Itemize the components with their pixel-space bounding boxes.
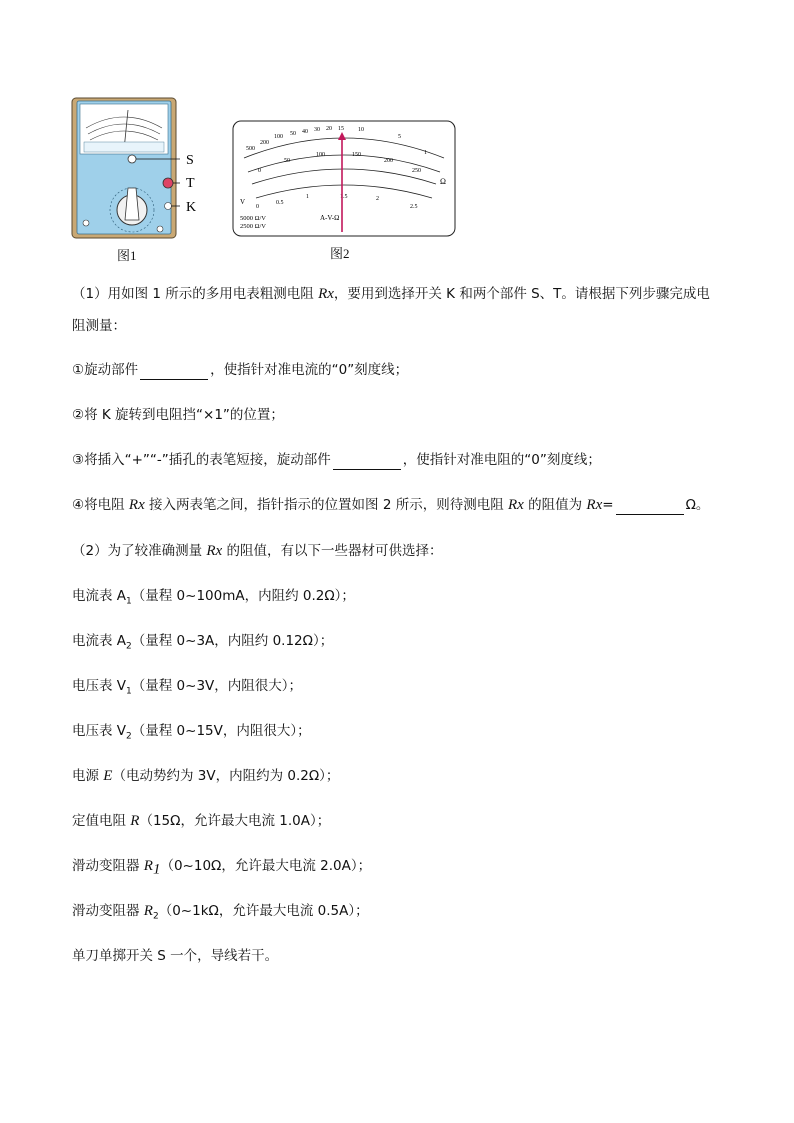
scale-15: 15 bbox=[338, 126, 344, 132]
inner-50: 50 bbox=[284, 158, 290, 164]
spec-5000: 5000 Ω/V bbox=[240, 215, 266, 222]
scale-500: 500 bbox=[246, 146, 255, 152]
q2-item-source: 电源 E（电动势约为 3V，内阻约为 0.2Ω）； bbox=[72, 768, 340, 784]
q2-item-a1: 电流表 $A_1$（量程 0~100mA，内阻约 0.2Ω）； bbox=[72, 588, 355, 607]
scale-10: 10 bbox=[358, 127, 364, 133]
q1-step4: ④将电阻 Rx 接入两表笔之间，指针指示的位置如图 2 所示，则待测电阻 Rx 的阻值为 Rx= Ω。 bbox=[72, 497, 710, 513]
scale-1: 1 bbox=[424, 150, 427, 156]
q2-item-switch: 单刀单掷开关 S 一个，导线若干。 bbox=[72, 948, 279, 964]
scale-20: 20 bbox=[326, 126, 332, 132]
scale-30: 30 bbox=[314, 127, 320, 133]
label-k: K bbox=[186, 200, 197, 215]
q2-item-v2: 电压表 $V_2$（量程 0~15V，内阻很大）； bbox=[72, 723, 311, 742]
omega-label: Ω bbox=[440, 177, 446, 186]
q2-item-v1: 电压表 $V_1$（量程 0~3V，内阻很大）； bbox=[72, 678, 303, 697]
label-s: S bbox=[186, 153, 194, 168]
inner-250: 250 bbox=[412, 168, 421, 174]
q1-step3: ③将插入“+”“-”插孔的表笔短接，旋动部件 ，使指针对准电阻的“0”刻度线； bbox=[72, 452, 601, 468]
q1-step2: ②将 K 旋转到电阻挡“×1”的位置； bbox=[72, 407, 284, 423]
figure-2-caption: 图2 bbox=[330, 246, 350, 261]
scale-200: 200 bbox=[260, 140, 269, 146]
t-knob bbox=[163, 178, 173, 188]
figure-1-multimeter bbox=[70, 96, 210, 242]
s-knob bbox=[128, 155, 136, 163]
q2-intro: （2）为了较准确测量 Rx 的阻值，有以下一些器材可供选择： bbox=[72, 543, 443, 559]
answer-blank-1[interactable] bbox=[140, 364, 208, 380]
spec-2500: 2500 Ω/V bbox=[240, 223, 266, 230]
low-05: 0.5 bbox=[276, 200, 284, 206]
figure-2-meter-scale bbox=[232, 120, 456, 238]
low-25: 2.5 bbox=[410, 204, 418, 210]
q1-intro-line1: （1）用如图 1 所示的多用电表粗测电阻 Rx，要用到选择开关 K 和两个部件 S、T。请根据下列步骤完成电 bbox=[72, 286, 710, 302]
low-2: 2 bbox=[376, 196, 379, 202]
q1-step1: ①旋动部件 ，使指针对准电流的“0”刻度线； bbox=[72, 362, 409, 378]
q2-item-fixed-resistor: 定值电阻 R（15Ω，允许最大电流 1.0A）； bbox=[72, 813, 331, 829]
q2-item-rheostat-1: 滑动变阻器 $R_1(0\sim 10\Omega$，允许最大电流 2.0A）； bbox=[72, 858, 372, 878]
scale-100: 100 bbox=[274, 134, 283, 140]
inner-200: 200 bbox=[384, 158, 393, 164]
mid-label: A-V-Ω bbox=[320, 214, 340, 222]
left-v-mark: V bbox=[240, 198, 246, 206]
low-1: 1 bbox=[306, 194, 309, 200]
scale-50: 50 bbox=[290, 131, 296, 137]
label-t: T bbox=[186, 176, 195, 191]
low-15: 1.5 bbox=[340, 194, 348, 200]
answer-blank-2[interactable] bbox=[333, 454, 401, 470]
figure-1-caption: 图1 bbox=[117, 248, 137, 263]
scale-5: 5 bbox=[398, 134, 401, 140]
inner-150: 150 bbox=[352, 152, 361, 158]
inner-100: 100 bbox=[316, 152, 325, 158]
scale-40: 40 bbox=[302, 129, 308, 135]
q2-item-rheostat-2: 滑动变阻器 $R_2(0\sim 1k\Omega$，允许最大电流 0.5A）； bbox=[72, 903, 369, 922]
answer-blank-3[interactable] bbox=[616, 499, 684, 515]
inner-0: 0 bbox=[258, 168, 261, 174]
low-0: 0 bbox=[256, 204, 259, 210]
q2-item-a2: 电流表 $A_2$（量程 0~3A，内阻约 0.12Ω）； bbox=[72, 633, 334, 652]
q1-intro-line2: 阻测量： bbox=[72, 318, 126, 334]
